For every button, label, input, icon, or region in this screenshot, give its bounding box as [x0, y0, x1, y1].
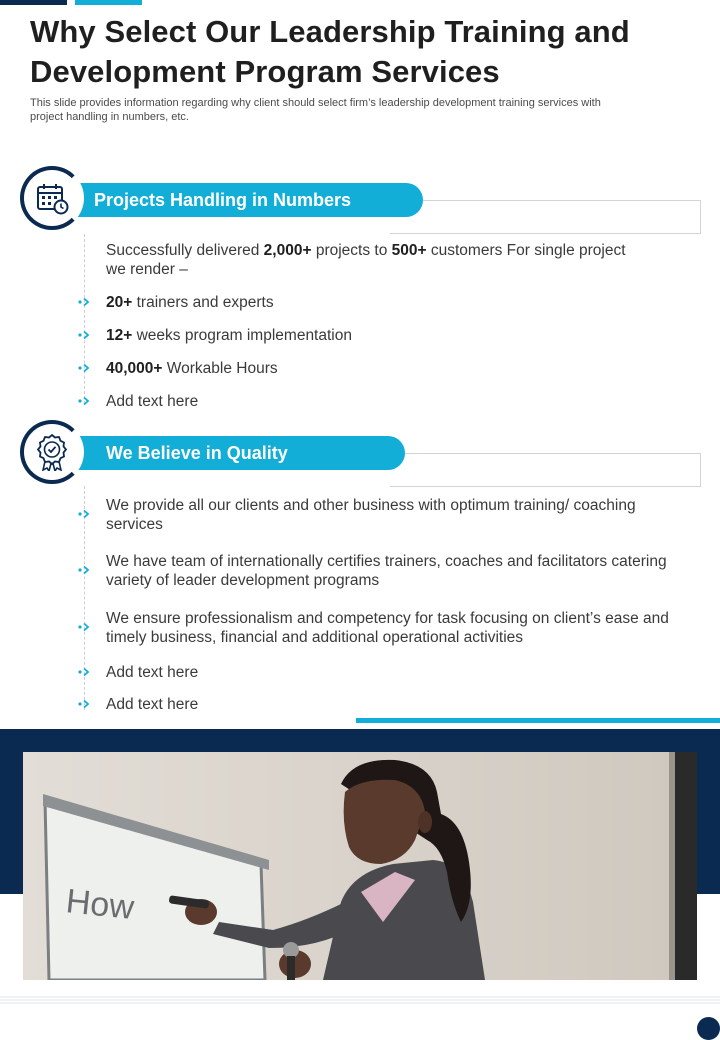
- section1-item: [106, 359, 278, 378]
- section2-heading: We Believe in Quality: [106, 443, 288, 463]
- intro-text-pre: Successfully delivered: [106, 242, 264, 259]
- page-title: [30, 12, 690, 92]
- top-accent-bar-navy: [0, 0, 67, 5]
- page-indicator-dot: [697, 1017, 720, 1040]
- intro-text-mid: projects to: [311, 242, 392, 259]
- item-text: Add text here: [106, 393, 199, 410]
- item-value: 40,000+: [106, 360, 163, 377]
- section1-heading: Projects Handling in Numbers: [94, 190, 352, 210]
- item-line-1: We have team of internationally certifies trainers, coaches and facilitators catering: [106, 553, 667, 570]
- section2-item: [106, 663, 198, 682]
- intro-projects-count: 2,000+: [263, 242, 312, 259]
- intro-text-post: customers For single project: [426, 242, 626, 259]
- section1-intro: [106, 241, 626, 279]
- item-value: 12+: [106, 327, 133, 344]
- bottom-accent-bar-cyan: [356, 718, 720, 723]
- bullet-chevron-icon: [78, 330, 92, 340]
- section1-item: [106, 293, 274, 312]
- section1-item: [106, 326, 352, 345]
- item-line-2: timely business, financial and additional operational activities: [106, 629, 524, 646]
- page-subtitle: [30, 96, 680, 124]
- intro-line-2: we render –: [106, 261, 188, 278]
- title-line-2: Development Program Services: [30, 54, 500, 89]
- section2-item: [106, 695, 198, 714]
- section1-outline-box: [390, 200, 701, 234]
- calendar-clock-icon: [26, 172, 78, 224]
- whiteboard-text: How: [64, 882, 136, 928]
- subtitle-line-1: This slide provides information regarding why client should select firm’s leadership development training services with: [30, 97, 601, 109]
- title-line-1: Why Select Our Leadership Training and: [30, 14, 630, 49]
- award-ribbon-icon: [26, 426, 78, 478]
- item-text: weeks program implementation: [132, 327, 352, 344]
- bullet-chevron-icon: [78, 396, 92, 406]
- item-line-1: We provide all our clients and other business with optimum training/ coaching: [106, 497, 636, 514]
- item-line-2: variety of leader development programs: [106, 572, 380, 589]
- bullet-chevron-icon: [78, 297, 92, 307]
- subtitle-line-2: project handling in numbers, etc.: [30, 111, 189, 123]
- bullet-chevron-icon: [78, 565, 92, 575]
- section2-item: [106, 552, 667, 590]
- trainer-photo: [23, 752, 697, 980]
- bullet-chevron-icon: [78, 363, 92, 373]
- item-line-2: services: [106, 516, 163, 533]
- item-text: Workable Hours: [162, 360, 278, 377]
- item-text: trainers and experts: [132, 294, 274, 311]
- item-line-1: We ensure professionalism and competency for task focusing on client’s ease and: [106, 610, 669, 627]
- top-accent-bar-cyan: [75, 0, 142, 5]
- section2-item: [106, 609, 669, 647]
- section1-icon-ring: [20, 166, 84, 230]
- section2-icon-ring: [20, 420, 84, 484]
- bullet-chevron-icon: [78, 509, 92, 519]
- footer-decorative-lines: [0, 996, 720, 1006]
- item-line-1: Add text here: [106, 664, 199, 681]
- bullet-chevron-icon: [78, 699, 92, 709]
- bullet-chevron-icon: [78, 622, 92, 632]
- item-line-1: Add text here: [106, 696, 199, 713]
- intro-customers-count: 500+: [391, 242, 427, 259]
- section1-timeline-line: [84, 234, 85, 404]
- item-value: 20+: [106, 294, 133, 311]
- bullet-chevron-icon: [78, 667, 92, 677]
- section1-item: [106, 392, 198, 411]
- section2-outline-box: [390, 453, 701, 487]
- section2-item: [106, 496, 636, 534]
